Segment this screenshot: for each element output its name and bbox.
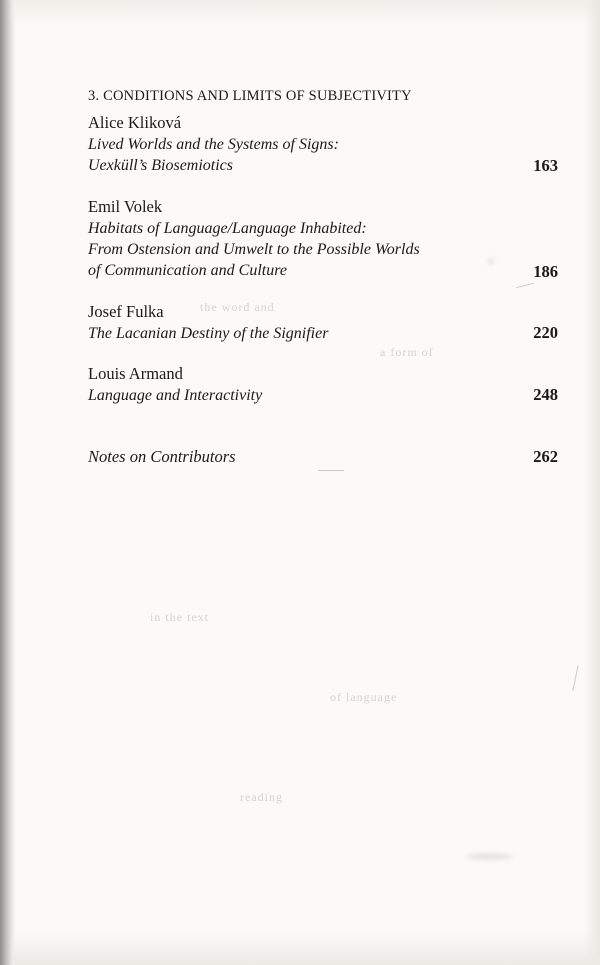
toc-entry[interactable] <box>88 112 558 177</box>
entry-title <box>88 218 524 282</box>
entry-page-number: 248 <box>533 385 558 405</box>
entry-title-line: Uexküll’s Biosemiotics <box>88 157 234 175</box>
entry-title-line: The Lacanian Destiny of the Signifier <box>88 324 329 342</box>
entry-author: Alice Kliková <box>88 113 182 132</box>
page-top-shadow <box>14 0 600 26</box>
entry-title-line: Habitats of Language/Language Inhabited: <box>88 219 367 237</box>
entry-title <box>88 134 524 177</box>
entry-title-line: From Ostension and Umwelt to the Possible Worlds <box>88 241 420 259</box>
entry-title-line: Lived Worlds and the Systems of Signs: <box>88 136 339 154</box>
entry-title-line: of Communication and Culture <box>88 262 287 280</box>
entry-author: Josef Fulka <box>88 301 164 321</box>
notes-page-number: 262 <box>533 446 558 466</box>
entry-author: Louis Armand <box>88 364 183 384</box>
page-right-shadow <box>584 0 600 965</box>
ghost-text: of language <box>330 690 398 704</box>
entry-title <box>88 323 524 344</box>
entry-author: Emil Volek <box>88 196 163 216</box>
ghost-text: in the text <box>150 610 209 624</box>
entry-page-number: 163 <box>533 156 558 176</box>
ghost-text: reading <box>240 790 283 804</box>
ghost-text: the word and <box>200 300 275 314</box>
toc-entry[interactable] <box>88 196 558 282</box>
notes-label: Notes on Contributors <box>88 446 236 466</box>
page-binding-edge <box>0 0 15 965</box>
toc-entry[interactable] <box>88 301 558 344</box>
entry-page-number: 186 <box>533 261 558 281</box>
toc-entry-notes-on-contributors[interactable] <box>88 447 558 467</box>
table-of-contents <box>88 88 558 467</box>
entry-title-line: Language and Interactivity <box>88 387 263 405</box>
toc-entry[interactable] <box>88 363 558 406</box>
section-heading: 3. CONDITIONS AND LIMITS OF SUBJECTIVITY <box>88 88 412 104</box>
page-bottom-shadow <box>14 931 600 965</box>
entry-title <box>88 385 524 406</box>
ghost-text: a form of <box>380 345 434 359</box>
entry-page-number: 220 <box>533 322 558 342</box>
